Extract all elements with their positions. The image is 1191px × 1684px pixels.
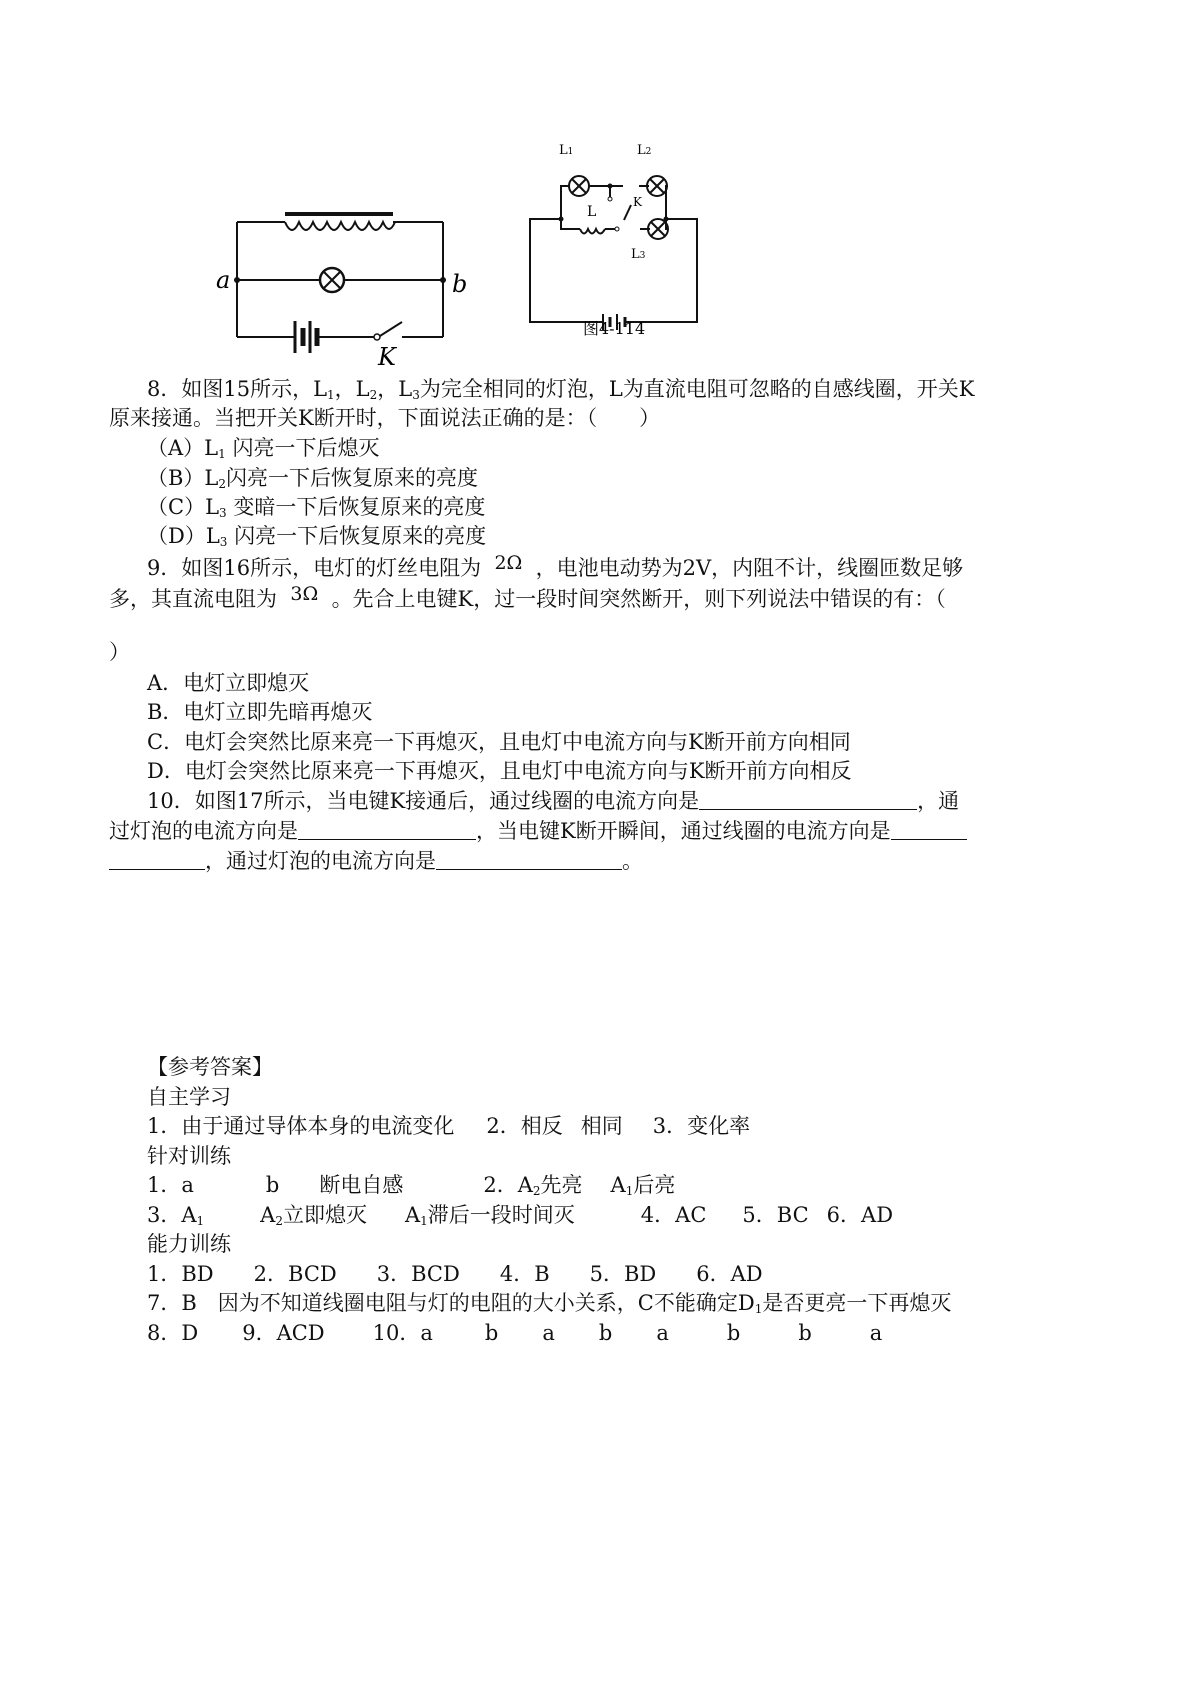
section-ability-training: 能力训练 <box>147 1232 231 1256</box>
figure-caption: 图4-114 <box>583 319 646 338</box>
node-a-label: a <box>216 266 231 294</box>
ability-answers-line3: 8．D 9．ACD 10．a b a b a b b a <box>147 1321 883 1345</box>
section-self-study: 自主学习 <box>147 1085 231 1109</box>
q9-option-d: D．电灯会突然比原来亮一下再熄灭，且电灯中电流方向与K断开前方向相反 <box>147 759 852 783</box>
coil-l <box>580 229 605 234</box>
q9-option-b: B．电灯立即先暗再熄灭 <box>147 700 373 724</box>
q10-line3: ，通过灯泡的电流方向是 。 <box>109 846 643 876</box>
answer-blank <box>699 789 917 810</box>
q9-option-a: A．电灯立即熄灭 <box>147 671 310 695</box>
resistance-3ohm: 3Ω <box>290 583 319 605</box>
q10-line1: 10．如图17所示，当电键K接通后，通过线圈的电流方向是 ，通 <box>147 789 960 813</box>
q9-option-c: C．电灯会突然比原来亮一下再熄灭，且电灯中电流方向与K断开前方向相同 <box>147 730 851 754</box>
answers-heading: 【参考答案】 <box>147 1055 273 1079</box>
answer-blank <box>109 849 205 870</box>
section-targeted-training: 针对训练 <box>147 1144 231 1168</box>
switch-k <box>624 205 631 220</box>
ability-answers-line2: 7．B 因为不知道线圈电阻与灯的电阻的大小关系，C不能确定$D_1$是否更亮一下再熄灭 <box>147 1291 952 1316</box>
lamp-l1-label: L1 <box>559 143 574 158</box>
battery-symbol <box>295 321 317 353</box>
answer-blank <box>298 819 476 840</box>
lamp-l1 <box>569 176 589 196</box>
outer-loop <box>530 219 697 322</box>
q8-line1: 8．如图15所示，$L_1$，$L_2$，$L_3$为完全相同的灯泡，L为直流电阻可忽略的自感线圈，开关K <box>147 377 975 402</box>
q8-option-a: $(A)L_1$ 闪亮一下后熄灭 <box>147 436 380 461</box>
targeted-answers-line1: 1．a b 断电自感 2．$A_2$先亮 $A_1$后亮 <box>147 1173 676 1198</box>
q8-option-c: $(C)L_3$ 变暗一下后恢复原来的亮度 <box>147 495 486 520</box>
upper-branch <box>561 186 666 219</box>
lamp-l3-label: L3 <box>631 247 646 262</box>
switch-k-label: K <box>633 195 642 209</box>
q8-option-b: $(B)L_2$闪亮一下后恢复原来的亮度 <box>147 466 479 491</box>
circuit-figure-4-114 <box>525 140 765 375</box>
q9-line1: 9．如图16所示，电灯的灯丝电阻为 2Ω ，电池电动势为2V，内阻不计，线圈匝数足够 <box>147 552 964 580</box>
answer-blank <box>891 819 967 840</box>
self-study-answers: 1．由于通过导体本身的电流变化 2．相反 相同 3．变化率 <box>147 1114 751 1138</box>
resistance-2ohm: 2Ω <box>494 552 523 574</box>
q9-line2: 多，其直流电阻为 3Ω 。先合上电键K，过一段时间突然断开，则下列说法中错误的有：（ <box>109 583 946 611</box>
lamp-l2 <box>647 176 667 196</box>
switch-k-label: K <box>378 343 396 370</box>
q8-option-d: $(D)L_3$ 闪亮一下后恢复原来的亮度 <box>147 524 487 549</box>
lamp-symbol <box>320 268 344 292</box>
inductor-coil <box>285 222 395 230</box>
coil-l-label: L <box>587 204 597 220</box>
ability-answers-line1: 1．BD 2．BCD 3．BCD 4．B 5．BD 6．AD <box>147 1262 763 1286</box>
targeted-answers-line2: 3．$A_1$ $A_2$立即熄灭 $A_1$滞后一段时间灭 4．AC 5．BC 6．AD <box>147 1203 894 1228</box>
lamp-l2-label: L2 <box>637 143 652 158</box>
circuit-figure-16 <box>210 200 480 370</box>
q8-line2: 原来接通。当把开关K断开时，下面说法正确的是：（ ） <box>109 406 661 430</box>
answer-blank <box>436 849 622 870</box>
switch-k <box>380 322 402 336</box>
q9-line3: ） <box>109 640 130 664</box>
q10-line2: 过灯泡的电流方向是 ，当电键K断开瞬间，通过线圈的电流方向是 <box>109 816 967 846</box>
node-b-label: b <box>452 270 468 298</box>
